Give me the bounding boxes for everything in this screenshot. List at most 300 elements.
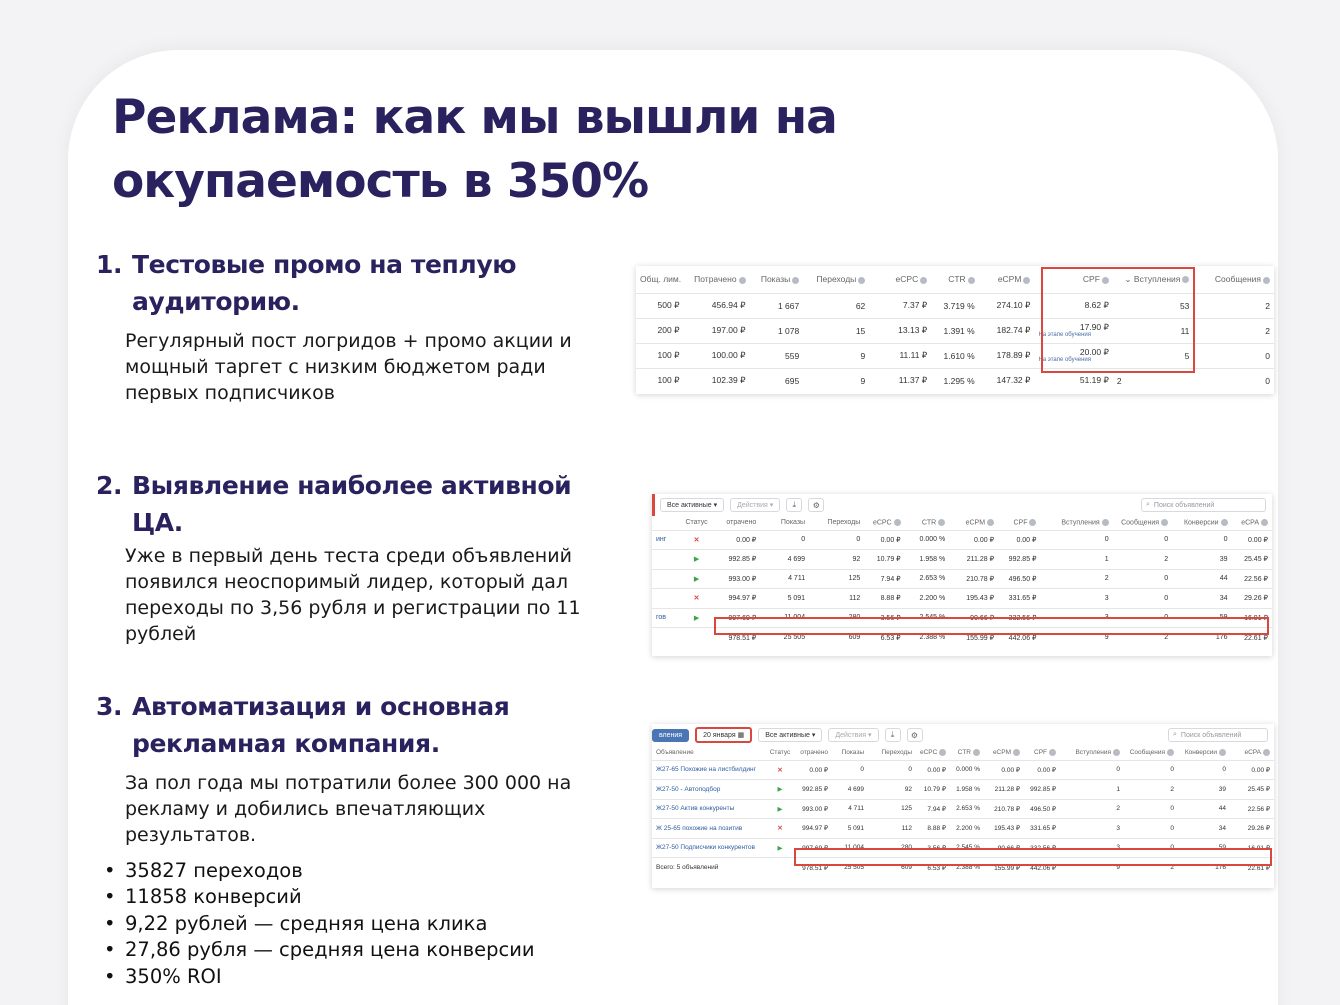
help-icon (968, 277, 975, 284)
table-cell: 53 (1113, 293, 1194, 318)
help-icon (858, 277, 865, 284)
status-cell (764, 858, 796, 878)
table-cell: 39 (1178, 780, 1230, 800)
stats-screenshot-1 (636, 266, 1274, 394)
status-cell (764, 780, 796, 800)
help-icon (920, 277, 927, 284)
status-cell (680, 569, 714, 589)
table-cell: 0 (1193, 343, 1274, 368)
table-cell: 0.000 % (905, 530, 950, 550)
table-cell: 0 (1113, 569, 1172, 589)
table-cell: 112 (868, 819, 916, 839)
section-3-text: За пол года мы потратили более 300 000 на рекламу и добились впечатляющих результатов. (125, 772, 572, 846)
table-cell: 100 ₽ (636, 343, 683, 368)
section-1 (96, 246, 616, 406)
help-icon (973, 749, 980, 756)
table-cell: 147.32 ₽ (979, 368, 1035, 393)
help-icon (938, 519, 945, 526)
ads-table-1 (636, 266, 1274, 393)
table-row (652, 569, 1272, 589)
table-cell: 0 (1124, 799, 1178, 819)
table-cell: 0 (760, 530, 809, 550)
section-2-number: 2. (96, 471, 123, 500)
table-cell: 176 (1178, 858, 1230, 878)
table-row (636, 318, 1274, 343)
table-cell: 8.88 ₽ (864, 589, 904, 609)
column-header: Сообщения (1113, 516, 1172, 530)
help-icon (739, 277, 746, 284)
table-cell: 332.56 ₽ (998, 608, 1040, 628)
help-icon (1261, 519, 1268, 526)
table-row (636, 343, 1274, 368)
table-cell: 11.37 ₽ (869, 368, 931, 393)
table-cell: 274.10 ₽ (979, 293, 1035, 318)
ads-table-2 (652, 516, 1272, 647)
table-cell: 3 (1040, 589, 1112, 609)
help-icon (1102, 519, 1109, 526)
total-row (652, 858, 1274, 878)
help-icon (792, 277, 799, 284)
download-icon[interactable]: ⤓ (786, 498, 802, 512)
bullet-icon: • (104, 859, 116, 882)
table-cell: 0 (1172, 530, 1231, 550)
table-cell: 2 (1193, 293, 1274, 318)
table-cell: 25.45 ₽ (1230, 780, 1274, 800)
table-cell: 2 (1040, 569, 1112, 589)
learning-note: На этапе обучения (1038, 356, 1091, 363)
help-icon (1182, 276, 1189, 283)
table-cell: 2.653 % (950, 799, 984, 819)
search-input[interactable] (1168, 728, 1268, 742)
table-cell: 9 (803, 343, 869, 368)
ad-name: Всего: 5 объявлений (652, 858, 764, 878)
column-header: Показы (841, 749, 864, 757)
table-cell: 0.00 ₽ (864, 530, 904, 550)
table-cell: 11.11 ₽ (869, 343, 931, 368)
table-cell: 0 (1124, 819, 1178, 839)
table-cell: 155.99 ₽ (984, 858, 1024, 878)
section-3-title: Автоматизация и основная рекламная компания. (132, 692, 510, 758)
table-cell: 0 (1113, 589, 1172, 609)
table-cell: 5 091 (832, 819, 868, 839)
table-cell: 15 (803, 318, 869, 343)
table-cell: 59 (1178, 838, 1230, 858)
status-cell (680, 628, 714, 648)
table-cell: 34 (1172, 589, 1231, 609)
table-cell: 0 (868, 760, 916, 780)
help-icon (1219, 749, 1226, 756)
table-cell: 195.43 ₽ (949, 589, 998, 609)
table-cell: 978.51 ₽ (714, 628, 761, 648)
stat-text: 9,22 рублей — средняя цена клика (125, 911, 488, 935)
help-icon (1029, 519, 1036, 526)
table-cell: 0 (1113, 530, 1172, 550)
table-cell: 0 (1060, 760, 1124, 780)
help-icon (1013, 749, 1020, 756)
section-1-title: Тестовые промо на теплую аудиторию. (132, 250, 517, 316)
accent-bar (652, 494, 655, 516)
column-header: Объявление (656, 749, 694, 757)
table-cell: 195.43 ₽ (984, 819, 1024, 839)
filter-label: Все активные (667, 502, 712, 509)
table-cell: 4 711 (760, 569, 809, 589)
table-row (652, 530, 1272, 550)
table-cell: 0 (832, 760, 868, 780)
stat-text: 11858 конверсий (125, 885, 302, 909)
table-cell: 22.56 ₽ (1232, 569, 1272, 589)
status-cell (680, 589, 714, 609)
table-cell: 125 (809, 569, 864, 589)
table-cell: 9 (1040, 628, 1112, 648)
table-cell: 92 (868, 780, 916, 800)
table-cell: 25 505 (760, 628, 809, 648)
table-cell: 1 (1040, 550, 1112, 570)
table-cell: 6.53 ₽ (916, 858, 950, 878)
stopped-icon: ✕ (693, 536, 700, 544)
filter-dropdown[interactable]: Все активные ▾ (660, 498, 724, 512)
table-cell: 2.200 % (950, 819, 984, 839)
column-header: CTR (950, 746, 984, 760)
table-cell: 500 ₽ (636, 293, 683, 318)
help-icon (1049, 749, 1056, 756)
toolbar (652, 724, 1274, 746)
table-cell: 496.50 ₽ (998, 569, 1040, 589)
section-3-heading (96, 688, 616, 762)
table-cell: 442.06 ₽ (998, 628, 1040, 648)
download-icon[interactable]: ⤓ (885, 728, 901, 742)
table-cell: 2 (1193, 318, 1274, 343)
table-row (652, 550, 1272, 570)
section-1-heading (96, 246, 616, 320)
play-icon: ▶ (777, 786, 783, 794)
table-cell: 997.69 ₽ (796, 838, 832, 858)
table-cell: 0 (809, 530, 864, 550)
table-cell: 3 (1040, 608, 1112, 628)
table-row (652, 760, 1274, 780)
actions-dropdown[interactable]: Действия ▾ (730, 498, 780, 512)
section-3-number: 3. (96, 692, 123, 721)
status-cell (764, 819, 796, 839)
column-header: ⌄ Вступления (1113, 266, 1194, 293)
bullet-icon: • (104, 911, 116, 935)
stat-item (104, 937, 535, 963)
table-cell: 3.56 ₽ (864, 608, 904, 628)
table-cell: 496.50 ₽ (1024, 799, 1060, 819)
table-cell: 4 711 (832, 799, 868, 819)
table-cell: 2 (1060, 799, 1124, 819)
column-header: CTR (931, 266, 978, 293)
stat-text: 350% ROI (125, 964, 222, 988)
actions-label: Действия (835, 732, 867, 739)
table-cell: 0 (1124, 760, 1178, 780)
table-cell: 978.51 ₽ (796, 858, 832, 878)
table-cell: 22.61 ₽ (1230, 858, 1274, 878)
table-cell: 2 (1124, 780, 1178, 800)
table-cell: 0.00 ₽ (1024, 760, 1060, 780)
column-header: отрачено (800, 749, 828, 757)
date-label: 20 января (703, 732, 736, 739)
table-cell: 0.00 ₽ (1232, 530, 1272, 550)
table-cell: 0 (1178, 760, 1230, 780)
play-icon: ▶ (777, 844, 783, 852)
bullet-icon: • (104, 938, 116, 962)
stopped-icon: ✕ (777, 766, 783, 774)
table-cell: 34 (1178, 819, 1230, 839)
stat-text: 27,86 рубля — средняя цена конверсии (125, 938, 535, 962)
table-cell: 992.85 ₽ (1024, 780, 1060, 800)
ad-name: инг (652, 530, 680, 550)
table-cell: 210.78 ₽ (949, 569, 998, 589)
table-cell: 182.74 ₽ (979, 318, 1035, 343)
table-cell: 280 (868, 838, 916, 858)
table-cell: 22.56 ₽ (1230, 799, 1274, 819)
help-icon (1221, 519, 1228, 526)
table-cell: 0.00 ₽ (1230, 760, 1274, 780)
table-cell: 0.000 % (950, 760, 984, 780)
column-header: eCPM (949, 516, 998, 530)
column-header: Переходы (881, 749, 912, 757)
table-cell: 8.62 ₽ (1034, 293, 1112, 318)
stat-item (104, 911, 535, 937)
table-cell: 456.94 ₽ (683, 293, 749, 318)
column-header: Сообщения (1193, 266, 1274, 293)
search-input[interactable] (1141, 498, 1266, 512)
stat-item (104, 858, 535, 884)
table-cell: 25 505 (832, 858, 868, 878)
column-header: CPF (1024, 746, 1060, 760)
table-cell: 39 (1172, 550, 1231, 570)
column-header: Общ. лим. (636, 266, 683, 293)
column-header: Переходы (827, 519, 861, 527)
column-header: Вступления (1040, 516, 1112, 530)
help-icon (987, 519, 994, 526)
section-1-text: Регулярный пост логридов + промо акции и мощный таргет с низким бюджетом ради первых подписчиков (125, 330, 572, 404)
table-cell: 112 (809, 589, 864, 609)
play-icon: ▶ (777, 805, 783, 813)
help-icon (1263, 749, 1270, 756)
table-cell: 993.00 ₽ (796, 799, 832, 819)
table-cell: 29.26 ₽ (1230, 819, 1274, 839)
ad-name (652, 550, 680, 570)
table-cell: 44 (1178, 799, 1230, 819)
table-cell: 210.78 ₽ (984, 799, 1024, 819)
table-cell: 17.90 ₽ На этапе обучения (1034, 318, 1112, 343)
ad-name (652, 628, 680, 648)
column-header: CPF (998, 516, 1040, 530)
help-icon (1102, 277, 1109, 284)
table-cell: 5 (1113, 343, 1194, 368)
table-cell: 1.391 % (931, 318, 978, 343)
table-cell: 2.545 % (950, 838, 984, 858)
table-row (652, 838, 1274, 858)
actions-label: Действия (737, 502, 768, 509)
table-cell: 3.56 ₽ (916, 838, 950, 858)
help-icon (894, 519, 901, 526)
column-header: Переходы (803, 266, 869, 293)
table-cell: 100.00 ₽ (683, 343, 749, 368)
table-cell: 211.28 ₽ (984, 780, 1024, 800)
play-icon: ▶ (693, 575, 700, 583)
table-cell: 695 (750, 368, 804, 393)
table-cell: 10.79 ₽ (916, 780, 950, 800)
table-cell: 2 (1124, 858, 1178, 878)
table-cell: 442.06 ₽ (1024, 858, 1060, 878)
section-2 (96, 467, 616, 647)
table-cell: 0 (1124, 838, 1178, 858)
table-cell: 1.958 % (950, 780, 984, 800)
table-cell: 102.39 ₽ (683, 368, 749, 393)
table-row (652, 589, 1272, 609)
help-icon (1263, 277, 1270, 284)
column-header: eCPA (1232, 516, 1272, 530)
help-icon (939, 749, 946, 756)
table-cell: 992.85 ₽ (796, 780, 832, 800)
table-cell: 1.295 % (931, 368, 978, 393)
stat-text: 35827 переходов (125, 859, 303, 882)
section-1-number: 1. (96, 250, 123, 279)
table-cell: 92 (809, 550, 864, 570)
column-header: CTR (905, 516, 950, 530)
section-2-heading (96, 467, 616, 541)
total-row (652, 628, 1272, 648)
table-cell: 0.00 ₽ (949, 530, 998, 550)
table-cell: 25.45 ₽ (1232, 550, 1272, 570)
table-cell: 6.53 ₽ (864, 628, 904, 648)
calendar-icon: ▦ (737, 732, 745, 739)
table-cell: 197.00 ₽ (683, 318, 749, 343)
table-cell: 2.200 % (905, 589, 950, 609)
table-cell: 16.91 ₽ (1230, 838, 1274, 858)
ad-name: Ж27-50 Подписчики конкурентов (652, 838, 764, 858)
table-cell: 0.00 ₽ (916, 760, 950, 780)
table-cell: 125 (868, 799, 916, 819)
table-cell: 1.958 % (905, 550, 950, 570)
table-cell: 90.66 ₽ (949, 608, 998, 628)
page-title: Реклама: как мы вышли на окупаемость в 350% (112, 90, 837, 209)
column-header: Статус (769, 749, 791, 757)
table-cell: 2.388 % (905, 628, 950, 648)
table-cell: 0 (1113, 608, 1172, 628)
status-cell (764, 760, 796, 780)
tab-ads[interactable]: вления (652, 729, 689, 742)
gear-icon[interactable]: ⚙ (907, 728, 923, 742)
table-cell: 1 078 (750, 318, 804, 343)
table-cell: 2.545 % (905, 608, 950, 628)
section-3 (96, 688, 616, 848)
table-cell: 0 (1040, 530, 1112, 550)
table-cell: 1 667 (750, 293, 804, 318)
table-cell: 4 699 (832, 780, 868, 800)
table-cell: 992.85 ₽ (998, 550, 1040, 570)
table-cell: 559 (750, 343, 804, 368)
ad-name (652, 589, 680, 609)
stat-item (104, 964, 535, 990)
table-cell: 1.610 % (931, 343, 978, 368)
column-header: отрачено (726, 519, 757, 527)
learning-note: На этапе обучения (1038, 331, 1091, 338)
table-cell: 993.00 ₽ (714, 569, 761, 589)
section-2-text: Уже в первый день теста среди объявлений появился неоспоримый лидер, который дал переходы по 3,56 рубля и регистрации по 11 рублей (125, 545, 581, 645)
date-picker[interactable] (695, 727, 752, 743)
table-cell: 90.66 ₽ (984, 838, 1024, 858)
table-cell: 3 (1060, 838, 1124, 858)
table-cell: 997.69 ₽ (714, 608, 761, 628)
table-cell: 0.00 ₽ (984, 760, 1024, 780)
column-header: Потрачено (683, 266, 749, 293)
table-cell: 994.97 ₽ (714, 589, 761, 609)
play-icon: ▶ (693, 556, 700, 564)
play-icon: ▶ (693, 614, 700, 622)
table-row (636, 293, 1274, 318)
table-cell: 7.37 ₽ (869, 293, 931, 318)
toolbar (652, 494, 1272, 516)
table-cell: 51.19 ₽ (1034, 368, 1112, 393)
ad-name (652, 569, 680, 589)
table-cell: 20.00 ₽ На этапе обучения (1034, 343, 1112, 368)
table-cell: 59 (1172, 608, 1231, 628)
column-header (652, 516, 680, 530)
table-cell: 609 (809, 628, 864, 648)
table-cell: 4 699 (760, 550, 809, 570)
table-cell: 3.719 % (931, 293, 978, 318)
table-cell: 11 (1113, 318, 1194, 343)
column-header: eCPC (864, 516, 904, 530)
table-cell: 0.00 ₽ (796, 760, 832, 780)
table-cell: 0 (1193, 368, 1274, 393)
table-cell: 331.65 ₽ (1024, 819, 1060, 839)
search-icon: ⌕ (1146, 501, 1150, 508)
ad-name: гов (652, 608, 680, 628)
search-placeholder: Поиск объявлений (1180, 731, 1242, 739)
stats-screenshot-3 (652, 724, 1274, 888)
gear-icon[interactable]: ⚙ (808, 498, 824, 512)
status-cell (764, 799, 796, 819)
filter-dropdown[interactable]: Все активные ▾ (758, 728, 822, 742)
table-cell: 200 ₽ (636, 318, 683, 343)
help-icon (1113, 749, 1120, 756)
filter-label: Все активные (765, 732, 810, 739)
stats-list (104, 858, 535, 990)
table-cell: 155.99 ₽ (949, 628, 998, 648)
table-cell: 100 ₽ (636, 368, 683, 393)
stopped-icon: ✕ (777, 825, 783, 833)
table-cell: 280 (809, 608, 864, 628)
column-header: Статус (685, 519, 708, 527)
table-cell: 2 (1113, 628, 1172, 648)
table-cell: 332.56 ₽ (1024, 838, 1060, 858)
table-cell: 9 (1060, 858, 1124, 878)
table-row (652, 819, 1274, 839)
search-placeholder: Поиск объявлений (1153, 501, 1215, 509)
table-cell: 2 (1113, 550, 1172, 570)
bullet-icon: • (104, 964, 116, 988)
column-header: Вступления (1060, 746, 1124, 760)
search-icon: ⌕ (1173, 731, 1177, 738)
actions-dropdown[interactable]: Действия ▾ (828, 728, 878, 742)
column-header: Показы (750, 266, 804, 293)
help-icon (1161, 519, 1168, 526)
table-cell: 331.65 ₽ (998, 589, 1040, 609)
ad-name: Ж 25-65 похожие на позитив (652, 819, 764, 839)
table-cell: 22.61 ₽ (1232, 628, 1272, 648)
column-header: Конверсии (1172, 516, 1231, 530)
ads-table-3 (652, 746, 1274, 877)
stat-item (104, 884, 535, 910)
ad-name: Ж27-50 - Автоподбор (652, 780, 764, 800)
table-cell: 3 (1060, 819, 1124, 839)
status-cell (764, 838, 796, 858)
table-cell: 178.89 ₽ (979, 343, 1035, 368)
